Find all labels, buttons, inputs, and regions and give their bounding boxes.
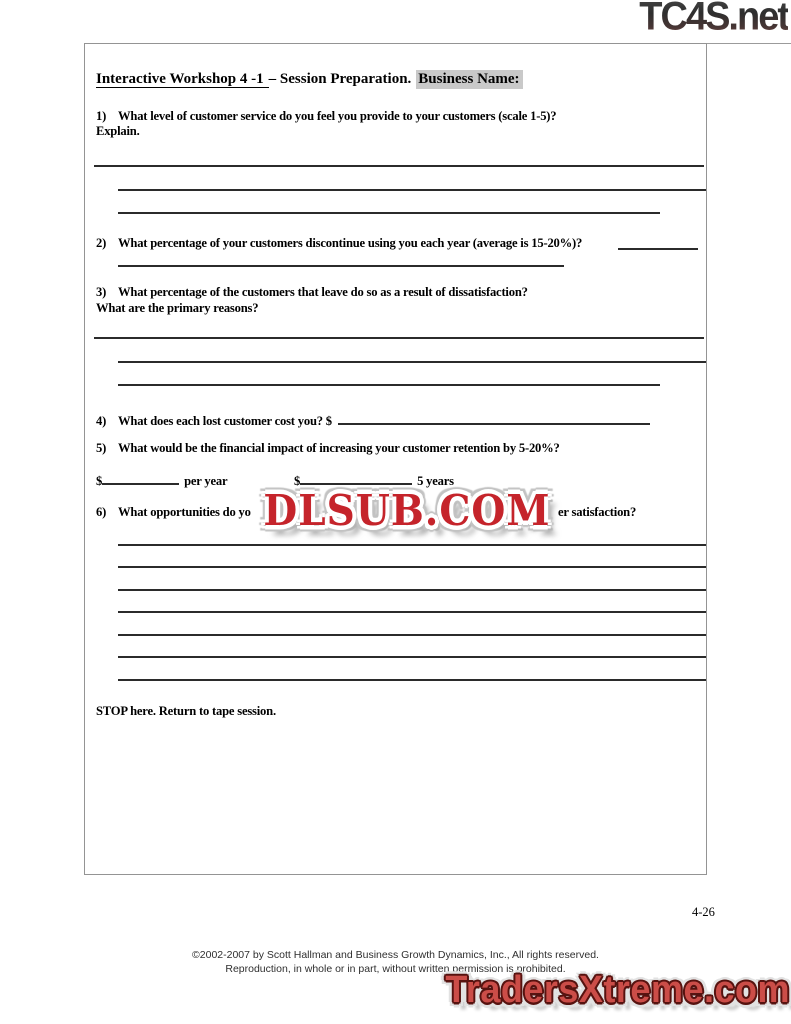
question-2 [96,236,582,251]
stop-note [96,704,276,719]
title-underlined-text: Interactive Workshop 4 -1 [96,71,269,88]
question-1-text: What level of customer service do you feel you provide to your customers (scale 1-5)? [118,109,557,123]
page-number: 4-26 [692,905,715,919]
question-2-text: What percentage of your customers discontinue using you each year (average is 15-20%)? [118,236,583,250]
blank-line [94,337,704,339]
dlsub-watermark: DLSUB.COM [263,486,551,536]
question-4-number: 4) [96,414,107,428]
blank-line [118,634,706,636]
question-4-text: What does each lost customer cost you? $ [118,414,332,428]
worksheet-frame [84,43,707,875]
question-6 [96,505,251,520]
blank-line [118,589,706,591]
blank-line [118,384,660,386]
question-3-reasons-text: What are the primary reasons? [96,301,259,315]
blank-line [118,212,660,214]
answer-line-q2 [618,248,698,250]
question-5-text: What would be the financial impact of increasing your customer retention by 5-20%? [118,441,560,455]
question-3-number: 3) [96,285,107,299]
five-year-label: 5 years [417,474,454,488]
question-6-text-right: er satisfaction? [558,505,637,519]
question-4 [96,411,650,429]
copyright-line-1: ©2002-2007 by Scott Hallman and Business Growth Dynamics, Inc., All rights reserved. [192,949,599,961]
blank-line [118,265,564,267]
question-6-text-left: What opportunities do yo [118,505,251,519]
tradersxtreme-logo: TradersXtreme.com [445,967,790,1011]
answer-line-q4 [338,411,650,425]
question-1-explain-text: Explain. [96,124,140,138]
per-year-label: per year [184,474,228,488]
question-1 [96,109,556,124]
blank-line [118,566,706,568]
question-2-number: 2) [96,236,107,250]
question-1-continuation [96,124,140,139]
question-1-number: 1) [96,109,107,123]
question-3-continuation [96,301,258,316]
question-6-right-fragment [558,505,636,520]
tc4s-logo: TC4S.net [639,0,788,40]
blank-line [118,679,706,681]
question-3 [96,285,528,300]
blank-line [94,165,704,167]
copyright-line-2: Reproduction, in whole or in part, without written permission is prohibited. [225,962,566,975]
question-5 [96,441,560,456]
dollar-sign: $ [294,474,301,488]
answer-row-financial-impact [96,471,454,489]
dollar-sign: $ [96,474,103,488]
stop-note-text: STOP here. Return to tape session. [96,704,276,718]
blank-line [118,611,706,613]
answer-line-per-year [102,471,179,485]
question-5-number: 5) [96,441,107,455]
blank-line [118,544,706,546]
header-rule [705,43,791,44]
blank-line [118,656,706,658]
title-middle-text: – Session Preparation. [268,71,412,87]
business-name-highlight: Business Name: [416,70,522,89]
per-year-field [96,474,227,488]
blank-line [118,361,706,363]
question-3-text: What percentage of the customers that leave do so as a result of dissatisfaction? [118,285,528,299]
worksheet-title [96,71,523,88]
blank-line [118,189,706,191]
question-6-number: 6) [96,505,107,519]
